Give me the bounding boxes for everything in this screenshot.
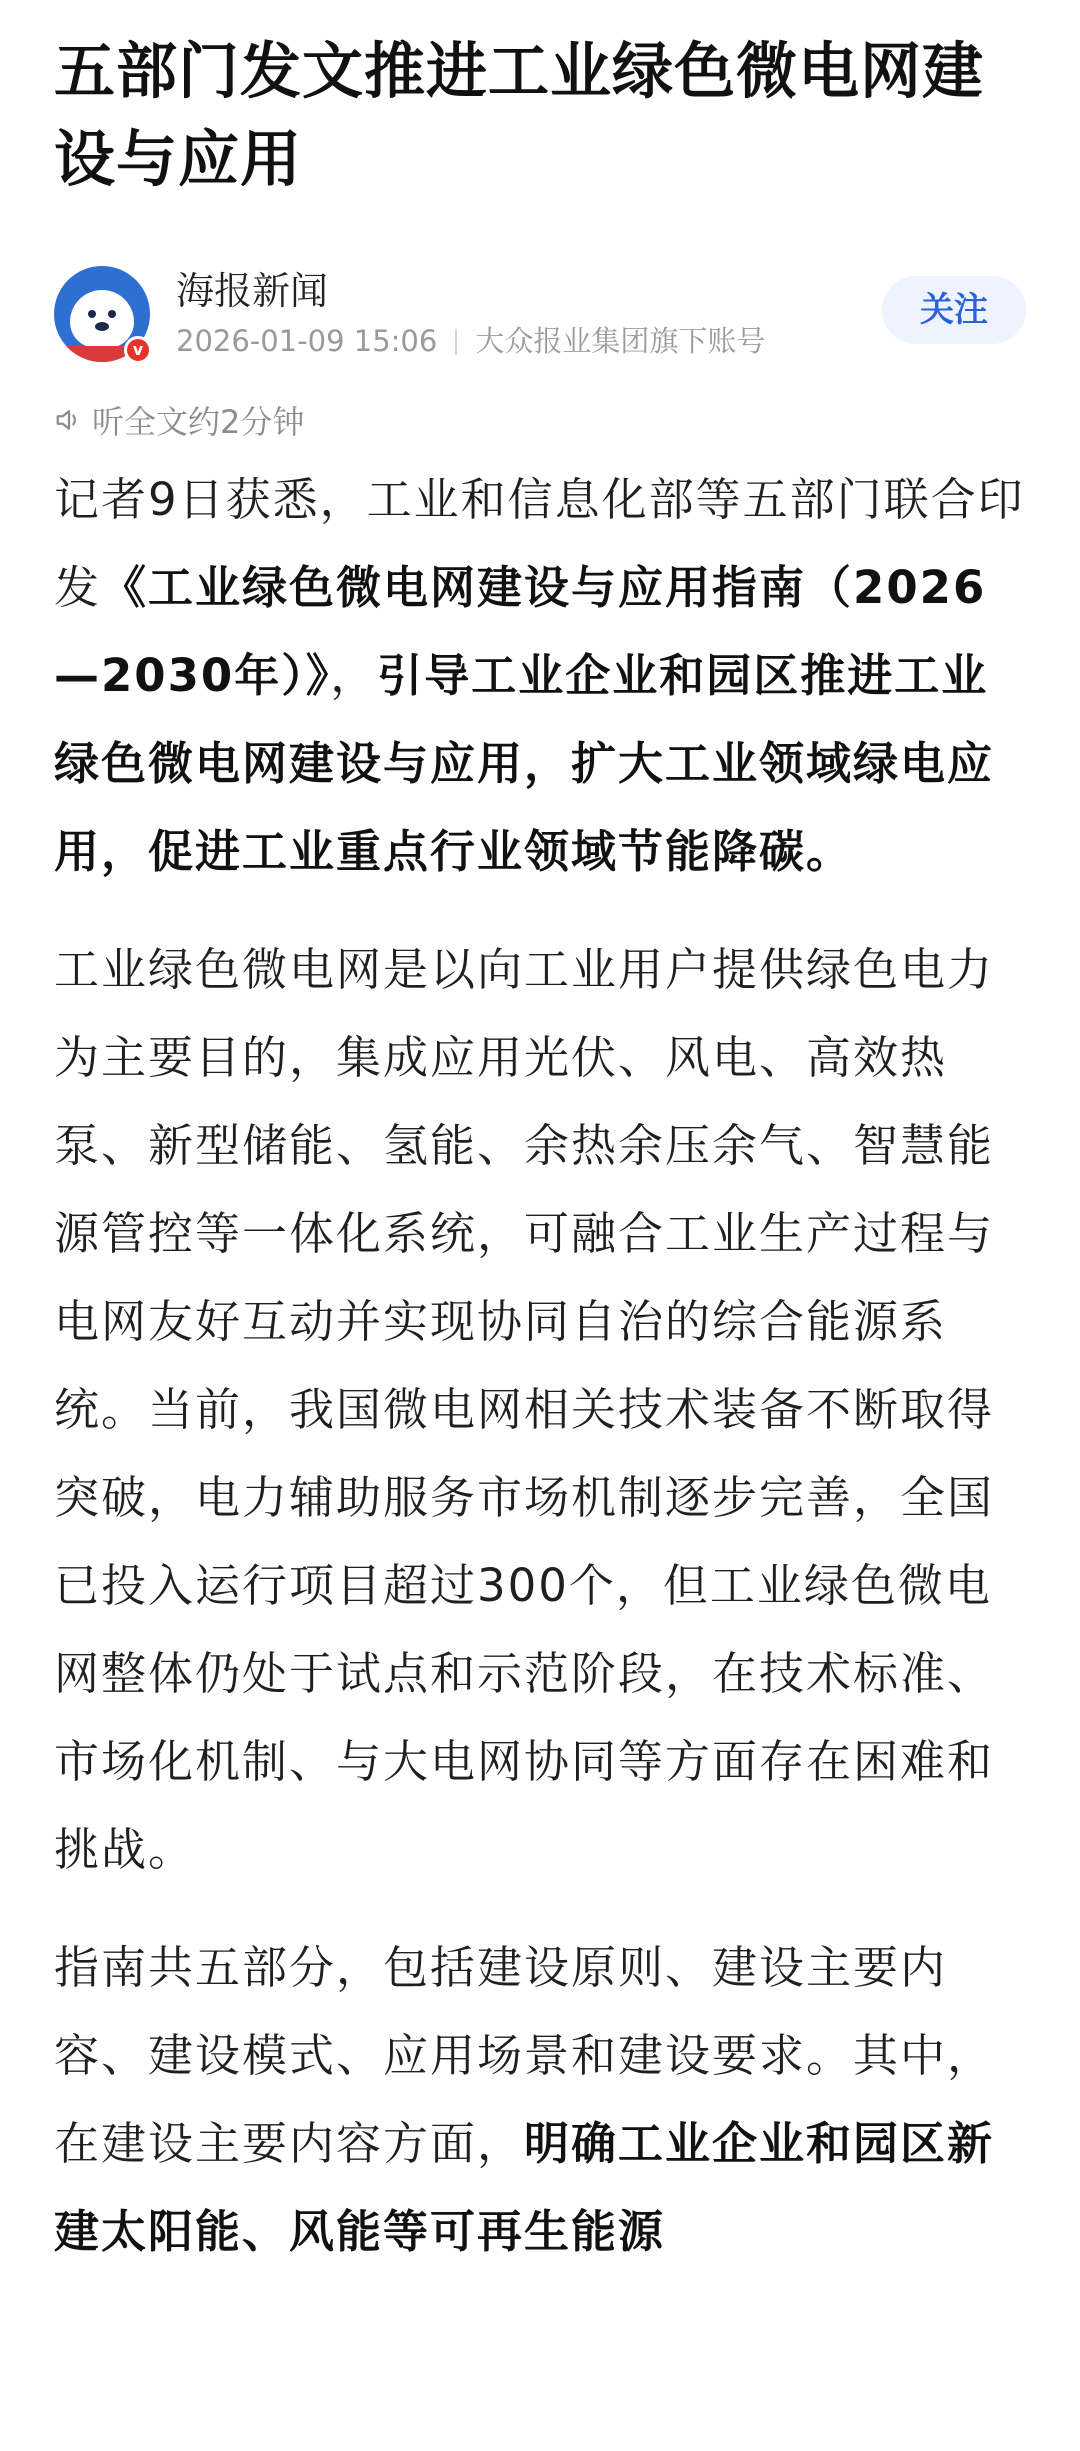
article-paragraph xyxy=(54,456,1026,896)
article-title: 五部门发文推进工业绿色微电网建设与应用 xyxy=(54,36,985,195)
paragraph-text: 指南共五部分，包括建设原则、建设主要内容、建设模式、应用场景和建设要求。其中，在建设主要内容方面， xyxy=(54,1941,995,2170)
mascot-eye xyxy=(108,310,116,318)
paragraph-text: ， xyxy=(330,649,378,702)
paragraph-bold-text: 《工业绿色微电网建设与应用指南（2026—2030年）》 xyxy=(54,561,987,702)
author-meta xyxy=(176,322,765,360)
author-row xyxy=(54,266,1026,366)
author-name[interactable]: 海报新闻 xyxy=(176,269,329,313)
mascot-nose xyxy=(95,322,109,331)
follow-button[interactable]: 关注 xyxy=(882,276,1026,344)
bottom-fade-overlay xyxy=(0,2401,1080,2451)
paragraph-text: 记者9日获悉，工业和信息化部等五部门联合印发 xyxy=(54,473,1025,614)
publish-datetime: 2026-01-09 15:06 xyxy=(176,324,438,358)
listen-label: 听全文约2分钟 xyxy=(92,403,305,441)
meta-divider xyxy=(455,329,457,355)
mascot-eye xyxy=(88,310,96,318)
speaker-icon xyxy=(54,405,84,435)
seal-mascot-icon xyxy=(70,290,134,348)
listen-full-text-button[interactable] xyxy=(54,394,1026,446)
verified-badge-icon: v xyxy=(124,336,152,364)
article-paragraph: 工业绿色微电网是以向工业用户提供绿色电力为主要目的，集成应用光伏、风电、高效热泵、新型储能、氢能、余热余压余气、智慧能源管控等一体化系统，可融合工业生产过程与电网友好互动并实现协同自治的综合能源系统。当前，我国微电网相关技术装备不断取得突破，电力辅助服务市场机制逐步完善，全国已投入运行项目超过300个，但工业绿色微电网整体仍处于试点和示范阶段，在技术标准、市场化机制、与大电网协同等方面存在困难和挑战。 xyxy=(54,943,995,1876)
account-info: 大众报业集团旗下账号 xyxy=(475,324,766,358)
paragraph-bold-text: 明确工业企业和园区新建太阳能、风能等可再生能源 xyxy=(54,2117,995,2258)
paragraph-bold-text: 引导工业企业和园区推进工业绿色微电网建设与应用，扩大工业领域绿电应用，促进工业重点行业领域节能降碳。 xyxy=(54,649,995,878)
article-paragraph xyxy=(54,1924,1026,2276)
